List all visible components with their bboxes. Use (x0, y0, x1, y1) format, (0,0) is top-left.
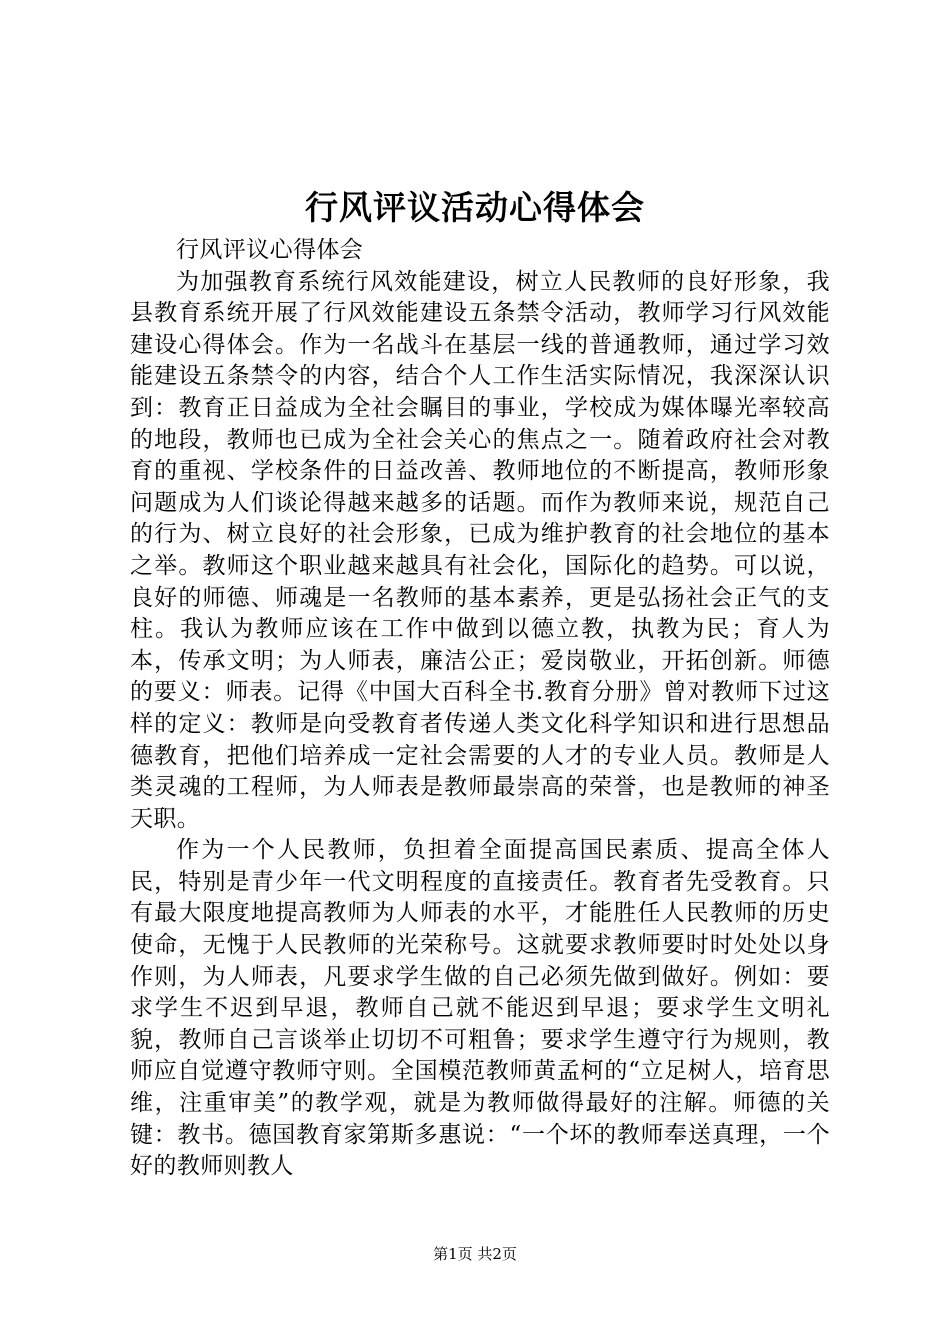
page-number-footer: 第1页 共2页 (433, 1245, 517, 1263)
document-subtitle: 行风评议心得体会 (176, 237, 364, 263)
document-title: 行风评议活动心得体会 (305, 188, 645, 227)
body-paragraph-2: 作为一个人民教师，负担着全面提高国民素质、提高全体人民，特别是青少年一代文明程度的直接责任。教育者先受教育。只有最大限度地提高教师为人师表的水平，才能胜任人民教师的历史使命，无愧于人民教师的光荣称号。这就要求教师要时时处处以身作则，为人师表，凡要求学生做的自己必须先做到做好。例如：要求学生不迟到早退，教师自己就不能迟到早退；要求学生文明礼貌，教师自己言谈举止切切不可粗鲁；要求学生遵守行为规则，教师应自觉遵守教师守则。全国模范教师黄孟柯的“立足树人，培育思维，注重审美”的教学观，就是为教师做得最好的注解。师德的关键：教书。德国教育家第斯多惠说：“一个坏的教师奉送真理，一个好的教师则教人 (130, 837, 830, 1180)
document-body (130, 235, 830, 1183)
body-paragraph-1: 为加强教育系统行风效能建设，树立人民教师的良好形象，我县教育系统开展了行风效能建设五条禁令活动，教师学习行风效能建设心得体会。作为一名战斗在基层一线的普通教师，通过学习效能建设五条禁令的内容，结合个人工作生活实际情况，我深深认识到：教育正日益成为全社会瞩目的事业，学校成为媒体曝光率较高的地段，教师也已成为全社会关心的焦点之一。随着政府社会对教育的重视、学校条件的日益改善、教师地位的不断提高，教师形象问题成为人们谈论得越来越多的话题。而作为教师来说，规范自己的行为、树立良好的社会形象，已成为维护教育的社会地位的基本之举。教师这个职业越来越具有社会化，国际化的趋势。可以说，良好的师德、师魂是一名教师的基本素养，更是弘扬社会正气的支柱。我认为教师应该在工作中做到以德立教，执教为民；育人为本，传承文明；为人师表，廉洁公正；爱岗敬业，开拓创新。师德的要义：师表。记得《中国大百科全书.教育分册》曾对教师下过这样的定义：教师是向受教育者传递人类文化科学知识和进行思想品德教育，把他们培养成一定社会需要的人才的专业人员。教师是人类灵魂的工程师，为人师表是教师最崇高的荣誉，也是教师的神圣天职。 (130, 268, 830, 832)
